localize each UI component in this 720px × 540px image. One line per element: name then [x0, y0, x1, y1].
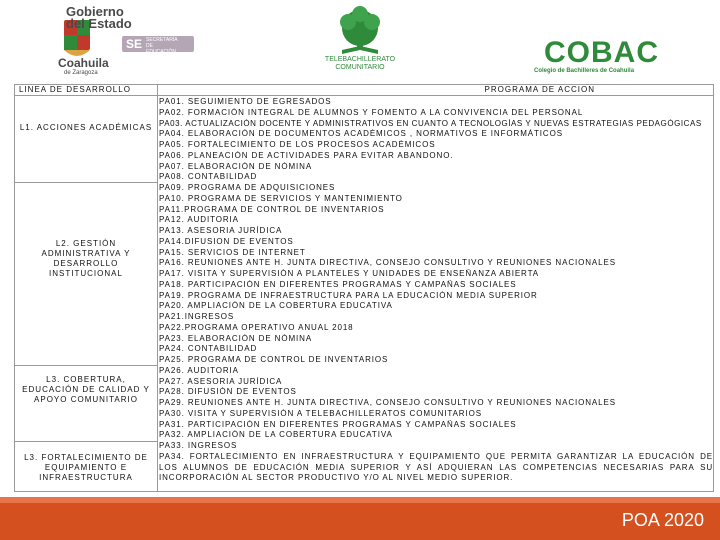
- action-item: PA23. ELABORACIÓN DE NÓMINA: [159, 333, 313, 343]
- linea-l3b-label: L3. FORTALECIMIENTO DE EQUIPAMIENTO E INFRAESTRUCTURA: [24, 453, 148, 482]
- del-estado-text: del Estado: [66, 16, 132, 31]
- action-item: PA24. CONTABILIDAD: [159, 344, 258, 354]
- cobac-logo-text: COBAC: [544, 36, 659, 69]
- linea-l3-label: L3. COBERTURA, EDUCACIÓN DE CALIDAD Y APOYO COMUNITARIO: [22, 375, 150, 404]
- se-badge-subtext: SECRETARÍA DE EDUCACIÓN: [146, 37, 178, 55]
- action-item: PA13. ASESORIA JURÍDICA: [159, 226, 283, 235]
- action-item: PA09. PROGRAMA DE ADQUISICIONES: [159, 183, 336, 192]
- se-badge-text: SE: [126, 37, 143, 51]
- row-divider: [15, 441, 157, 442]
- action-item: PA19. PROGRAMA DE INFRAESTRUCTURA PARA LA EDUCACIÓN MEDIA SUPERIOR: [159, 290, 538, 300]
- actions-list: [159, 97, 713, 484]
- action-item: PA33. INGRESOS: [159, 441, 238, 450]
- action-item: PA08. CONTABILIDAD: [159, 172, 258, 182]
- action-item: PA06. PLANEACIÓN DE ACTIVIDADES PARA EVITAR ABANDONO.: [159, 150, 454, 160]
- coahuila-text: Coahuila: [58, 56, 109, 70]
- coahuila-subtext: de Zaragoza: [64, 70, 98, 76]
- linea-l1-label: L1. ACCIONES ACADÉMICAS: [19, 123, 153, 132]
- action-item: PA22.PROGRAMA OPERATIVO ANUAL 2018: [159, 322, 354, 332]
- row-divider: [15, 182, 157, 183]
- action-item: PA21.INGRESOS: [159, 312, 235, 321]
- linea-l2-label: L2. GESTIÓN ADMINISTRATIVA Y DESARROLLO INSTITUCIONAL: [41, 239, 131, 278]
- gobierno-text: Gobierno: [66, 4, 124, 19]
- action-item: PA12. AUDITORIA: [159, 215, 239, 225]
- footer-bar: [0, 497, 720, 540]
- action-item: PA20. AMPLIACIÓN DE LA COBERTURA EDUCATIVA: [159, 301, 393, 311]
- action-item: PA25. PROGRAMA DE CONTROL DE INVENTARIOS: [159, 355, 389, 364]
- row-divider: [15, 365, 157, 366]
- action-item-last: PA34. FORTALECIMIENTO EN INFRAESTRUCTURA Y EQUIPAMIENTO QUE PERMITA GARANTIZAR LA EDUCACIÓN DE LOS ALUMNOS DE EDUCACIÓN MEDIA SUPERIOR Y ASÍ ADQUIERAN LAS COMPETENCIAS NECESARIAS PARA SU INCORPORACIÓN AL SECTOR PRODUCTIVO Y/O AL NIVEL MEDIO SUPERIOR.: [159, 451, 713, 483]
- action-item: PA03. ACTUALIZACIÓN DOCENTE Y ADMINISTRATIVOS EN CUANTO A TECNOLOGÍAS Y NUEVAS ESTRATEGIAS PEDAGÓGICAS: [159, 118, 702, 128]
- action-item: PA18. PARTICIPACIÓN EN DIFERENTES PROGRAMAS Y CAMPAÑAS SOCIALES: [159, 279, 517, 289]
- action-item: PA26. AUDITORIA: [159, 365, 239, 375]
- column-header-linea: LINEA DE DESARROLLO: [19, 85, 131, 94]
- action-item: PA07. ELABORACIÓN DE NÓMINA: [159, 161, 313, 171]
- action-item: PA11.PROGRAMA DE CONTROL DE INVENTARIOS: [159, 204, 385, 214]
- telebachillerato-text: TELEBACHILLERATO COMUNITARIO: [324, 56, 396, 71]
- action-item: PA16. REUNIONES ANTE H. JUNTA DIRECTIVA, CONSEJO CONSULTIVO Y REUNIONES NACIONALES: [159, 258, 616, 268]
- header: [0, 0, 720, 84]
- action-item: PA01. SEGUIMIENTO DE EGRESADOS: [159, 97, 332, 106]
- action-item: PA31. PARTICIPACIÓN EN DIFERENTES PROGRAMAS Y CAMPAÑAS SOCIALES: [159, 419, 517, 429]
- action-program-table: [14, 84, 714, 492]
- action-item: PA10. PROGRAMA DE SERVICIOS Y MANTENIMIENTO: [159, 193, 403, 203]
- footer-shade: [0, 497, 720, 503]
- row-divider: [15, 95, 713, 96]
- action-item: PA15. SERVICIOS DE INTERNET: [159, 247, 306, 257]
- action-item: PA30. VISITA Y SUPERVISIÓN A TELEBACHILLERATOS COMUNITARIOS: [159, 408, 482, 418]
- action-item: PA14.DIFUSION DE EVENTOS: [159, 236, 294, 246]
- action-item: PA28. DIFUSIÓN DE EVENTOS: [159, 387, 297, 397]
- poa-label: POA 2020: [621, 510, 704, 530]
- action-item: PA02. FORMACIÓN INTEGRAL DE ALUMNOS Y FOMENTO A LA CONVIVENCIA DEL PERSONAL: [159, 107, 584, 117]
- action-item: PA32. AMPLIACIÓN DE LA COBERTURA EDUCATIVA: [159, 430, 393, 440]
- action-item: PA17. VISITA Y SUPERVISIÓN A PLANTELES Y UNIDADES DE ENSEÑANZA ABIERTA: [159, 269, 540, 278]
- column-divider: [157, 85, 158, 491]
- action-item: PA27. ASESORIA JURÍDICA: [159, 376, 283, 386]
- action-item: PA29. REUNIONES ANTE H. JUNTA DIRECTIVA, CONSEJO CONSULTIVO Y REUNIONES NACIONALES: [159, 398, 616, 407]
- action-item: PA04. ELABORACIÓN DE DOCUMENTOS ACADÉMICOS , NORMATIVOS E INFORMÁTICOS: [159, 129, 563, 139]
- action-item: PA05. FORTALECIMIENTO DE LOS PROCESOS ACADÉMICOS: [159, 140, 436, 149]
- cobac-subtext: Colegio de Bachilleres de Coahuila: [534, 68, 635, 74]
- column-header-programa: PROGRAMA DE ACCION: [484, 85, 595, 94]
